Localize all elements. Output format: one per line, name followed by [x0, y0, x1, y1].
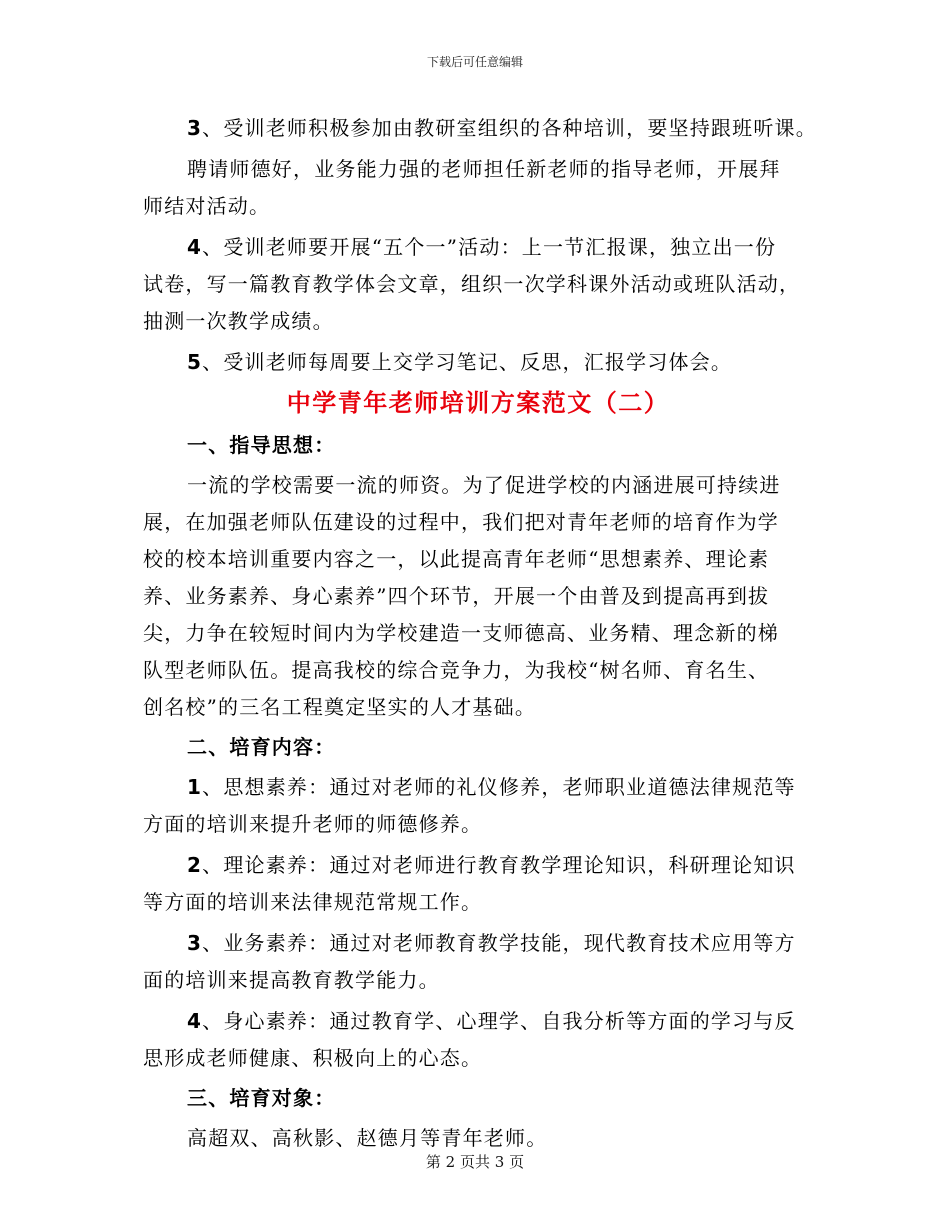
paragraph-mentor-line-2: 师结对活动。	[143, 194, 271, 218]
item-text: 、身心素养：通过教育学、心理学、自我分析等方面的学习与反	[202, 1009, 796, 1033]
content-item-4	[143, 1003, 813, 1040]
guiding-line-3: 校的校本培训重要内容之一，以此提高青年老师“思想素养、理论素	[143, 547, 770, 571]
document-body	[143, 110, 817, 1157]
item-number: 3	[187, 931, 203, 955]
item-number: 3	[187, 116, 203, 140]
content-item-2	[143, 847, 813, 884]
heading-training-content: 二、培育内容：	[187, 735, 336, 759]
content-item-3	[143, 925, 813, 962]
item-number: 2	[187, 853, 203, 877]
heading-training-target: 三、培育对象：	[187, 1086, 336, 1110]
item-text: 、受训老师每周要上交学习笔记、反思，汇报学习体会。	[202, 350, 733, 374]
paragraph-mentor-line-1: 聘请师德好，业务能力强的老师担任新老师的指导老师，开展拜	[187, 157, 781, 181]
guiding-line-5: 尖，力争在较短时间内为学校建造一支师德高、业务精、理念新的梯	[143, 621, 779, 645]
guiding-line-1: 一流的学校需要一流的师资。为了促进学校的内涵进展可持续进	[187, 473, 781, 497]
item-number: 4	[187, 1009, 203, 1033]
heading-guiding-thought: 一、指导思想：	[187, 433, 336, 457]
header-note: 下载后可任意编辑	[426, 55, 523, 69]
list-item-4-line-2: 试卷，写一篇教育教学体会文章，组织一次学科课外活动或班队活动，	[143, 272, 801, 296]
item-text: 、理论素养：通过对老师进行教育教学理论知识，科研理论知识	[202, 853, 796, 877]
list-item-4	[143, 229, 813, 266]
list-item-4-line-3: 抽测一次教学成绩。	[143, 309, 334, 333]
guiding-line-6: 队型老师队伍。提高我校的综合竞争力，为我校“树名师、育名生、	[143, 658, 770, 682]
content-item-2-line-2: 等方面的培训来法律规范常规工作。	[143, 890, 483, 914]
item-number: 1	[187, 775, 203, 799]
content-item-1	[143, 769, 813, 806]
list-item-3	[143, 110, 817, 147]
item-text: 、思想素养：通过对老师的礼仪修养，老师职业道德法律规范等	[202, 775, 796, 799]
list-item-5	[143, 344, 813, 381]
guiding-line-2: 展，在加强老师队伍建设的过程中，我们把对青年老师的培育作为学	[143, 510, 779, 534]
target-line: 高超双、高秋影、赵德月等青年老师。	[187, 1126, 548, 1150]
content-item-1-line-2: 方面的培训来提升老师的师德修养。	[143, 812, 483, 836]
item-text: 、受训老师积极参加由教研室组织的各种培训，要坚持跟班听课。	[202, 116, 817, 140]
guiding-line-4: 养、业务素养、身心素养”四个环节，开展一个由普及到提高再到拔	[143, 584, 770, 608]
item-text: 、受训老师要开展“五个一”活动：上一节汇报课，独立出一份	[202, 235, 777, 259]
content-item-3-line-2: 面的培训来提高教育教学能力。	[143, 968, 440, 992]
section-title: 中学青年老师培训方案范文（二）	[286, 388, 670, 417]
content-item-4-line-2: 思形成老师健康、积极向上的心态。	[143, 1046, 483, 1070]
item-number: 5	[187, 350, 203, 374]
item-text: 、业务素养：通过对老师教育教学技能，现代教育技术应用等方	[202, 931, 796, 955]
guiding-line-7: 创名校”的三名工程奠定坚实的人才基础。	[143, 695, 537, 719]
item-number: 4	[187, 235, 203, 259]
page-footer: 第 2 页共 3 页	[425, 1153, 525, 1171]
